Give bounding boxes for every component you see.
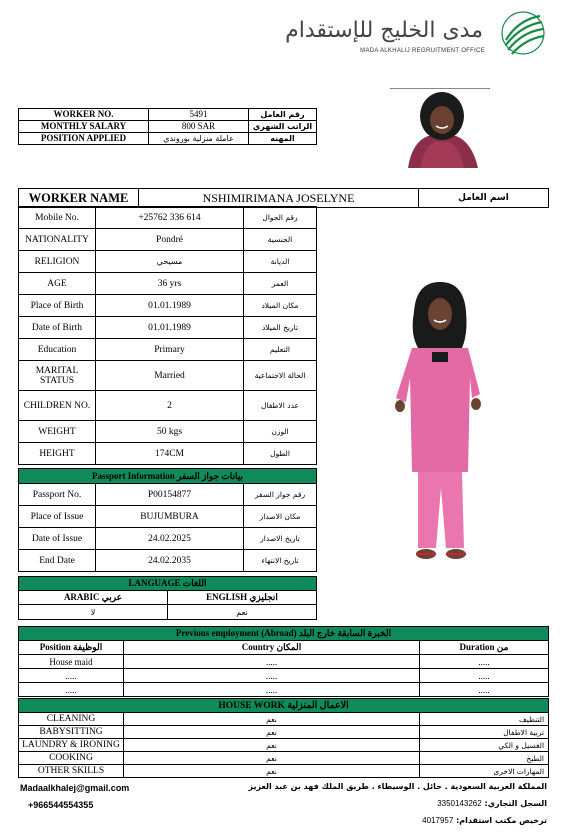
detail-label: RELIGION — [19, 251, 96, 273]
employment-duration: ..... — [420, 669, 549, 683]
detail-value: Primary — [96, 339, 244, 361]
worker-name-label: WORKER NAME — [19, 189, 139, 208]
passport-value: BUJUMBURA — [96, 506, 244, 528]
footer-cr — [387, 799, 547, 808]
detail-value: 50 kgs — [96, 421, 244, 443]
employment-country: ..... — [124, 683, 420, 697]
passport-label-ar: رقم جواز السفر — [244, 484, 317, 506]
logo-arabic-text: مدى الخليج للإستقدام — [285, 18, 483, 43]
passport-label-ar: تاريخ الانتهاء — [244, 550, 317, 572]
arabic-value: لا — [19, 605, 168, 620]
detail-label-ar: الديانة — [244, 251, 317, 273]
house-work-label-ar: تربية الاطفال — [420, 726, 549, 739]
position-value: عاملة منزلية بوروندي — [149, 133, 249, 145]
house-work-label-ar: المهارات الاخرى — [420, 765, 549, 778]
employment-duration: ..... — [420, 655, 549, 669]
passport-row — [19, 484, 317, 506]
detail-row — [19, 361, 317, 391]
detail-label: AGE — [19, 273, 96, 295]
house-work-value: نعم — [124, 765, 420, 778]
house-work-row — [19, 739, 549, 752]
detail-value: Pondré — [96, 229, 244, 251]
worker-no-value: 5491 — [149, 109, 249, 121]
house-work-label-ar: الغسيل و الكي — [420, 739, 549, 752]
house-work-header: HOUSE WORK الاعمال المنزلية — [19, 699, 549, 713]
detail-value: 01.01.1989 — [96, 317, 244, 339]
house-work-label: BABYSITTING — [19, 726, 124, 739]
passport-label-ar: مكان الاصدار — [244, 506, 317, 528]
logo-english-text: MADA ALKHALIJ REGRUITMENT OFFICE — [360, 48, 485, 54]
footer-cr-label: السجل التجاري: — [484, 799, 547, 808]
detail-label-ar: رقم الجوال — [244, 207, 317, 229]
detail-value: +25762 336 614 — [96, 207, 244, 229]
summary-row — [19, 109, 317, 121]
detail-label-ar: عدد الاطفال — [244, 391, 317, 421]
worker-name-label-ar: اسم العامل — [419, 189, 549, 208]
employment-country: ..... — [124, 655, 420, 669]
detail-value: 174CM — [96, 443, 244, 465]
detail-row — [19, 251, 317, 273]
previous-employment-header: Previous employment (Abroad) الخبرة السابقة خارج البلد — [19, 627, 549, 641]
headshot-photo — [400, 90, 484, 168]
employment-row — [19, 683, 549, 697]
detail-row — [19, 295, 317, 317]
detail-label-ar: الحالة الاجتماعية — [244, 361, 317, 391]
detail-label-ar: مكان الميلاد — [244, 295, 317, 317]
footer-phone: +966544554355 — [28, 800, 94, 810]
detail-label: MARITAL STATUS — [19, 361, 96, 391]
footer-license-label: ترخيص مكتب استقدام: — [456, 816, 547, 825]
position-label: POSITION APPLIED — [19, 133, 149, 145]
passport-row — [19, 528, 317, 550]
summary-table — [18, 108, 317, 145]
detail-row — [19, 391, 317, 421]
passport-value: 24.02.2035 — [96, 550, 244, 572]
house-work-value: نعم — [124, 739, 420, 752]
country-column-header: Country المكان — [124, 641, 420, 655]
house-work-value: نعم — [124, 726, 420, 739]
english-label: ENGLISH انجليزي — [168, 591, 317, 605]
employment-position: ..... — [19, 683, 124, 697]
house-work-label: LAUNDRY & IRONING — [19, 739, 124, 752]
footer-address: المملكة العربية السعودية . حائل . الوسيطاء . طريق الملك فهد بن عبد العزيز — [248, 782, 547, 791]
detail-row — [19, 229, 317, 251]
house-work-label: OTHER SKILLS — [19, 765, 124, 778]
detail-label: Place of Birth — [19, 295, 96, 317]
house-work-row — [19, 726, 549, 739]
footer-email: Madaalkhalej@gmail.com — [20, 783, 130, 793]
detail-label: WEIGHT — [19, 421, 96, 443]
summary-row — [19, 121, 317, 133]
passport-row — [19, 550, 317, 572]
employment-country: ..... — [124, 669, 420, 683]
house-work-row — [19, 752, 549, 765]
passport-value: 24.02.2025 — [96, 528, 244, 550]
detail-label-ar: تاريخ الميلاد — [244, 317, 317, 339]
details-table — [18, 206, 317, 465]
employment-position: ..... — [19, 669, 124, 683]
house-work-row — [19, 765, 549, 778]
salary-label: MONTHLY SALARY — [19, 121, 149, 133]
passport-label: Date of Issue — [19, 528, 96, 550]
detail-row — [19, 317, 317, 339]
salary-label-ar: الراتب الشهري — [249, 121, 317, 133]
footer-cr-number: 3350143262 — [437, 799, 482, 808]
worker-no-label-ar: رقم العامل — [249, 109, 317, 121]
duration-column-header: Duration من — [420, 641, 549, 655]
detail-label-ar: العمر — [244, 273, 317, 295]
summary-row — [19, 133, 317, 145]
house-work-value: نعم — [124, 752, 420, 765]
detail-label-ar: التعليم — [244, 339, 317, 361]
worker-no-label: WORKER NO. — [19, 109, 149, 121]
detail-label: HEIGHT — [19, 443, 96, 465]
logo-emblem-icon — [500, 10, 546, 56]
detail-label: CHILDREN NO. — [19, 391, 96, 421]
detail-label-ar: الوزن — [244, 421, 317, 443]
detail-value: 2 — [96, 391, 244, 421]
detail-row — [19, 207, 317, 229]
employment-row — [19, 655, 549, 669]
detail-row — [19, 421, 317, 443]
house-work-label: CLEANING — [19, 713, 124, 726]
passport-section-header: Passport Information بيانات جواز السفر — [19, 469, 317, 484]
detail-label: Education — [19, 339, 96, 361]
arabic-label: ARABIC عربي — [19, 591, 168, 605]
worker-name-value: NSHIMIRIMANA JOSELYNE — [139, 189, 419, 208]
detail-label-ar: الجنسية — [244, 229, 317, 251]
passport-value: P00154877 — [96, 484, 244, 506]
position-column-header: Position الوظيفة — [19, 641, 124, 655]
detail-value: Married — [96, 361, 244, 391]
divider — [390, 88, 490, 89]
passport-label: Passport No. — [19, 484, 96, 506]
language-table — [18, 576, 317, 620]
previous-employment-table — [18, 626, 549, 697]
detail-row — [19, 273, 317, 295]
position-label-ar: المهنه — [249, 133, 317, 145]
house-work-value: نعم — [124, 713, 420, 726]
passport-table — [18, 468, 317, 572]
detail-row — [19, 339, 317, 361]
detail-value: 01.01.1989 — [96, 295, 244, 317]
house-work-label-ar: الطبخ — [420, 752, 549, 765]
passport-label: End Date — [19, 550, 96, 572]
worker-name-table — [18, 188, 549, 208]
detail-label: NATIONALITY — [19, 229, 96, 251]
employment-position: House maid — [19, 655, 124, 669]
footer-license — [387, 816, 547, 825]
passport-row — [19, 506, 317, 528]
detail-value: 36 yrs — [96, 273, 244, 295]
full-body-photo — [388, 278, 488, 570]
house-work-row — [19, 713, 549, 726]
passport-label: Place of Issue — [19, 506, 96, 528]
footer-license-number: 4017957 — [422, 816, 454, 825]
language-section-header: LANGUAGE اللغات — [19, 577, 317, 591]
detail-label-ar: الطول — [244, 443, 317, 465]
detail-label: Date of Birth — [19, 317, 96, 339]
house-work-table — [18, 698, 549, 778]
detail-label: Mobile No. — [19, 207, 96, 229]
passport-label-ar: تاريخ الاصدار — [244, 528, 317, 550]
house-work-label-ar: التنظيف — [420, 713, 549, 726]
employment-row — [19, 669, 549, 683]
detail-row — [19, 443, 317, 465]
employment-duration: ..... — [420, 683, 549, 697]
salary-value: 800 SAR — [149, 121, 249, 133]
english-value: نعم — [168, 605, 317, 620]
detail-value: مسيحي — [96, 251, 244, 273]
house-work-label: COOKING — [19, 752, 124, 765]
